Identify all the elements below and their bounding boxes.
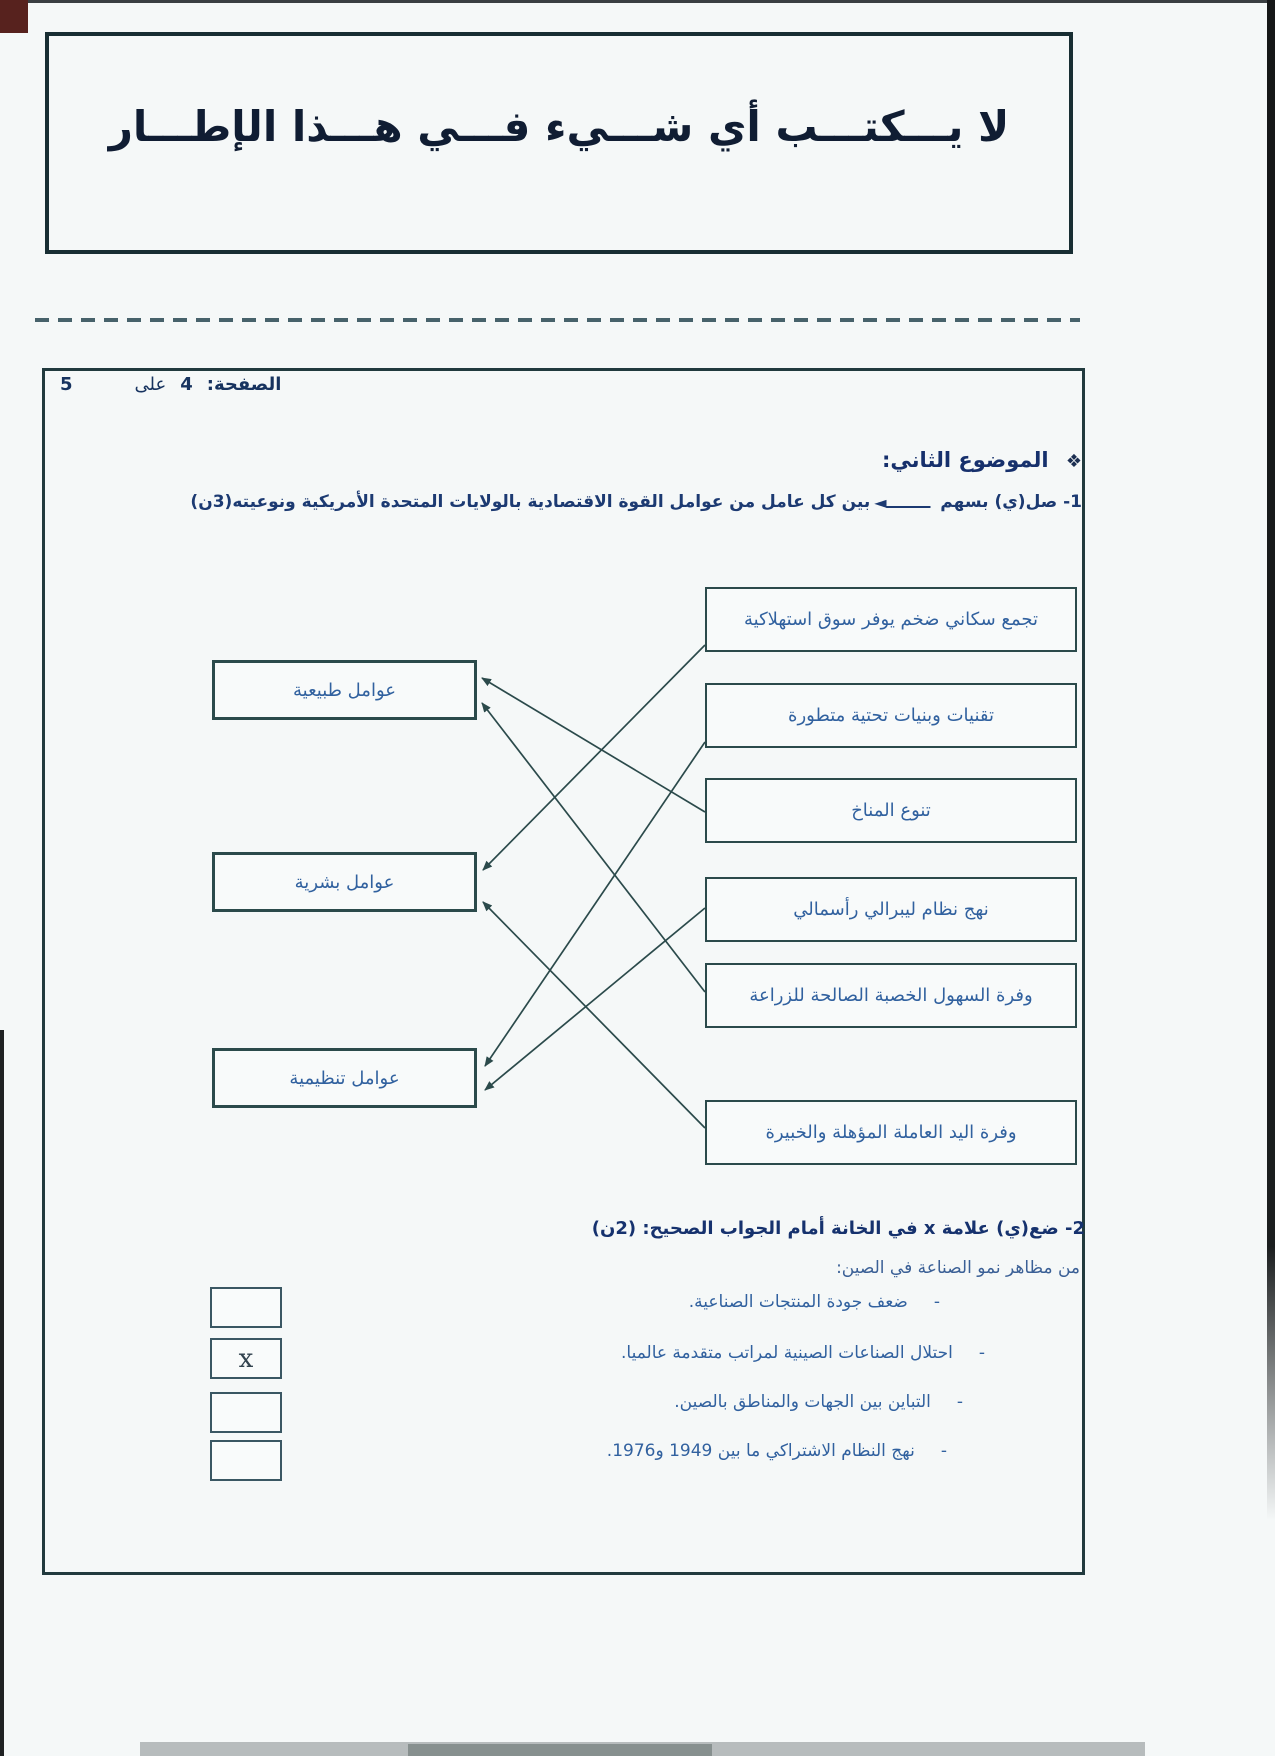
factor-box-liberal: [705, 877, 1077, 942]
scan-right-edge-line: [1267, 0, 1275, 1520]
answer-checkbox-3[interactable]: [210, 1392, 282, 1433]
factor-box-climate: [705, 778, 1077, 843]
page-indicator-label: الصفحة:: [206, 374, 282, 395]
section-title: [882, 448, 1082, 472]
option-text: احتلال الصناعات الصينية لمراتب متقدمة عالميا.: [620, 1343, 953, 1363]
do-not-write-text: لا يـــكتـــب أي شـــيء فـــي هـــذا الإطـــار: [108, 102, 1010, 151]
factor-label: وفرة السهول الخصبة الصالحة للزراعة: [749, 985, 1033, 1006]
question-1-suffix: بين كل عامل من عوامل القوة الاقتصادية بالولايات المتحدة الأمريكية ونوعيته(3ن): [190, 492, 871, 512]
option-dash: -: [956, 1392, 963, 1412]
option-text: التباين بين الجهات والمناطق بالصين.: [674, 1392, 931, 1412]
factor-label: نهج نظام ليبرالي رأسمالي: [793, 899, 989, 920]
answer-checkbox-2[interactable]: [210, 1338, 282, 1379]
dashed-separator: [35, 318, 1080, 322]
page-indicator-total: 5: [60, 374, 73, 395]
page-indicator-separator: على: [134, 374, 167, 395]
factor-label: تجمع سكاني ضخم يوفر سوق استهلاكية: [743, 609, 1039, 630]
option-dash: -: [940, 1441, 947, 1461]
scan-corner-mark: [0, 0, 28, 33]
answer-checkbox-4[interactable]: [210, 1440, 282, 1481]
option-row: [621, 1343, 985, 1363]
option-dash: -: [978, 1343, 985, 1363]
category-label: عوامل طبيعية: [293, 679, 396, 701]
section-title-text: الموضوع الثاني:: [882, 448, 1049, 472]
category-label: عوامل تنظيمية: [289, 1067, 400, 1089]
checkbox-mark: x: [238, 1343, 254, 1374]
do-not-write-frame: [45, 32, 1073, 254]
option-dash: -: [933, 1292, 940, 1312]
page-indicator-current: 4: [180, 374, 193, 395]
category-box-human: [212, 852, 477, 912]
factor-box-population: [705, 587, 1077, 652]
category-box-natural: [212, 660, 477, 720]
scan-bottom-dark-band: [408, 1744, 712, 1756]
sample-arrow-icon: ◄ــــــــ: [874, 492, 931, 512]
option-row: [607, 1441, 947, 1461]
category-label: عوامل بشرية: [294, 871, 395, 893]
option-row: [674, 1392, 963, 1412]
option-row: [689, 1292, 940, 1312]
page-indicator: [60, 374, 281, 395]
question-2-statement: 2- ضع(ي) علامة x في الخانة أمام الجواب الصحيح: (2ن): [591, 1218, 1085, 1239]
factor-box-labor: [705, 1100, 1077, 1165]
factor-box-tech: [705, 683, 1077, 748]
scan-left-edge-line: [0, 1030, 4, 1756]
factor-label: وفرة اليد العاملة المؤهلة والخبيرة: [765, 1122, 1017, 1143]
question-1-prefix: 1- صل(ي) بسهم: [940, 492, 1082, 512]
factor-label: تنوع المناخ: [851, 800, 931, 821]
category-box-organizational: [212, 1048, 477, 1108]
factor-label: تقنيات وبنيات تحتية متطورة: [788, 705, 994, 726]
answer-checkbox-1[interactable]: [210, 1287, 282, 1328]
option-text: نهج النظام الاشتراكي ما بين 1949 و1976.: [606, 1441, 915, 1461]
option-text: ضعف جودة المنتجات الصناعية.: [688, 1292, 908, 1312]
question-2-intro: من مظاهر نمو الصناعة في الصين:: [836, 1258, 1080, 1278]
factor-box-plains: [705, 963, 1077, 1028]
diamond-bullet-icon: ❖: [1065, 451, 1082, 472]
scan-top-edge-line: [0, 0, 1275, 3]
question-1-statement: [190, 492, 1082, 512]
